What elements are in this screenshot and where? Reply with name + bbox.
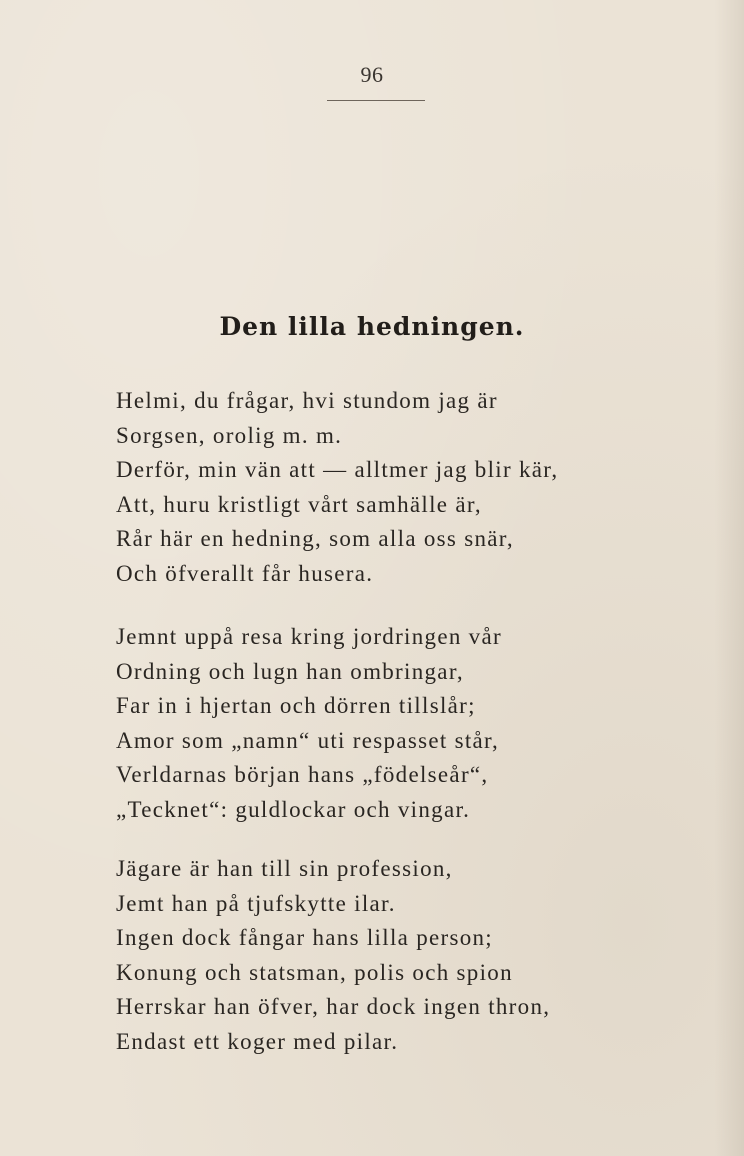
- poem-line: Sorgsen, orolig m. m.: [116, 422, 343, 448]
- stanza-2: [116, 620, 716, 827]
- header-rule: [327, 100, 425, 101]
- poem-line: Att, huru kristligt vårt samhälle är,: [116, 491, 482, 517]
- poem-line: Herrskar han öfver, har dock ingen thron,: [116, 994, 551, 1019]
- poem-line: Endast ett koger med pilar.: [116, 1028, 399, 1054]
- poem-line: Amor som „namn“ uti respasset står,: [116, 727, 500, 753]
- poem-title: Den lilla hedningen.: [219, 312, 525, 341]
- poem-line: Derför, min vän att — alltmer jag blir kär,: [116, 457, 559, 482]
- poem-line: Konung och statsman, polis och spion: [116, 959, 513, 985]
- poem-line: „Tecknet“: guldlockar och vingar.: [116, 796, 471, 822]
- poem-line: Ingen dock fångar hans lilla person;: [116, 925, 493, 950]
- poem-line: Rår här en hedning, som alla oss snär,: [116, 526, 514, 551]
- stanza-1: [116, 384, 716, 591]
- poem-line: Helmi, du frågar, hvi stundom jag är: [116, 388, 498, 413]
- page-number: 96: [360, 62, 384, 87]
- poem-line: Jägare är han till sin profession,: [116, 856, 453, 881]
- stanza-3: [116, 852, 716, 1059]
- poem-line: Far in i hjertan och dörren tillslår;: [116, 693, 476, 718]
- poem-line: Och öfverallt får husera.: [116, 560, 374, 586]
- poem-line: Jemt han på tjufskytte ilar.: [116, 890, 396, 916]
- poem-line: Verldarnas början hans „födelseår“,: [116, 762, 489, 787]
- poem-line: Jemnt uppå resa kring jordringen vår: [116, 624, 502, 649]
- poem-line: Ordning och lugn han ombringar,: [116, 658, 464, 684]
